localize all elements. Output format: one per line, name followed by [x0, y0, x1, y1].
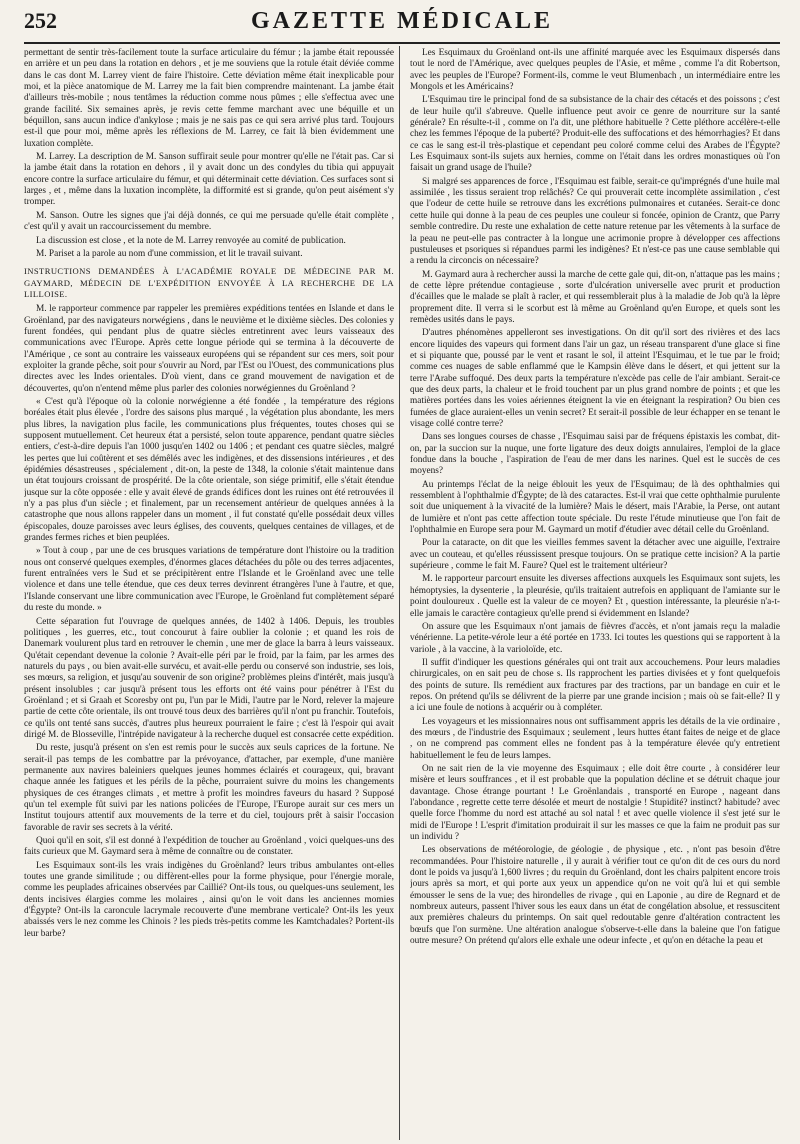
page-header — [24, 8, 780, 42]
paragraph: L'Esquimau tire le principal fond de sa subsistance de la chair des cétacés et des poissons ; c'est de leur huile qu'il s'abreuve. Quelle influence peut avoir ce genre de nourriture sur la santé générale? En résulte-t-il , comme on l'a dit, une pléthore habituelle ? Cette pléthore accélère-t-elle chez les femmes l'époque de la puberté? Produit-elle des suffocations et des hémorrhagies? Et dans ce cas le sang est-il très-plastique et cependant peu coloré comme celui des Arabes de l'Égypte? Les Esquimaux sont-ils sujets aux hernies, comme on l'était dans les ordres monastiques où l'on faisait un grand usage de l'huile? — [410, 95, 780, 174]
paragraph: La discussion est close , et la note de M. Larrey renvoyée au comité de publication. — [36, 235, 346, 246]
paragraph: M. Larrey. La description de M. Sanson suffirait seule pour montrer qu'elle ne l'était pas. Car si la jambe était dans la rotation en dehors , il y avait donc un des condyles du tibia qui appuyait encore contre la surface articulaire du fémur, et qui déterminait cette déviation. Ces surfaces sont si larges , et , même dans la luxation incomplète, la difformité est si grande, qu'on peut aisément s'y tromper. — [24, 152, 394, 208]
paragraph: Les Esquimaux du Groënland ont-ils une affinité marquée avec les Esquimaux dispersés dans tout le nord de l'Amérique, avec quelques peuples de l'Asie, et même , comme l'a dit Robertson, avec les peuples de l'Europe? Forment-ils, comme le veut Blumenbach , un intermédiaire entre les Mongols et les Américains? — [410, 48, 780, 93]
paragraph: On assure que les Esquimaux n'ont jamais de fièvres d'accès, et n'ont jamais reçu la maladie vénérienne. La petite-vérole leur a été portée en 1733. Ici toutes les questions qui se rapportent à la variole , à la vaccine, à la varioloïde, etc. — [410, 621, 780, 655]
paragraph: Dans ses longues courses de chasse , l'Esquimau saisi par de fréquens épistaxis les combat, dit-on, par la succion sur la nuque, une forte ligature des deux doigts annulaires, l'emploi de la glace fondue dans la bouche , l'aspiration de l'eau de mer dans les narines. Quel est le succès de ces moyens? — [410, 432, 780, 477]
left-column — [24, 48, 394, 1138]
paragraph: Si malgré ses apparences de force , l'Esquimau est faible, serait-ce qu'imprégnés d'une huile mal assimilée , les tissus seraient trop relâchés? Ce qui prouverait cette incomplète assimilation , c'est que l'odeur de cette huile se retrouve dans les excrétions pulmonaires et cutanées. Serait-ce donc cette huile qui donne à la peau de ces peuples une couleur si foncée, opinion de Crantz, que Parry semble contredire. Du reste une exhalation de cette nature retenue par les vêtements à la surface de la peau ne peut-elle pas contracter à la longue une acrimonie propre à développer ces affections pustuleuses et psoriques si répandues parmi les indigènes? Et n'est-ce pas une cause semblable qui a rendu la circoncis on nécessaire? — [410, 176, 780, 267]
page-number: 252 — [24, 8, 57, 33]
quoted-paragraph: « C'est qu'à l'époque où la colonie norwégienne a été fondée , la température des régions boréales était plus élevée , l'ordre des saisons plus marqué , la végétation plus abondante, les mers plus libres, la navigation plus facile, les communications plus fréquentes, toutes choses qui se supposent mutuellement. Cet heureux état a persisté, selon toute apparence, pendant quatre siècles entiers, c'est-à-dire depuis l'an 1000 jusqu'en 1402 ou 1406 ; et pendant ces quatre siècles, malgré les pertes que lui coûtèrent et ses démêlés avec les indigènes, et des dissensions intérieures , et des épidémies désastreuses , spécialement , dit-on, la peste de 1348, la colonie s'était maintenue dans un état toujours croissant de prospérité. De la côte orientale, son siége primitif, elle s'était étendue jusque sur la côte opposée : elle y avait élevé de grands édifices dont les ruines ont été retrouvées il n'y a pas plus d'un siècle ; et finalement, par un recensement antérieur de quelques années à la catastrophe que nous allons rappeler dans un moment , il fut constaté qu'elle possédait deux villes épiscopales, douze paroisses avec leurs églises, des couvents, quelques centaines de villages, et de grandes fermes riches et bien peuplées. — [24, 396, 394, 544]
paragraph: M. le rapporteur parcourt ensuite les diverses affections auxquels les Esquimaux sont sujets, les hémoptysies, la dysenterie , la pleurésie, qu'ils traitaient autrefois en appliquant de l'amiante sur le point douloureux . Quelle est la valeur de ce moyen? Et , question intéressante, la pleurésie n'a-t-elle jamais le caractère contagieux qu'elle prend si évidemment en Islande? — [410, 574, 780, 619]
paragraph: M. Gaymard aura à rechercher aussi la marche de cette gale qui, dit-on, n'attaque pas les mains ; de cette lèpre prétendue contagieuse , sorte d'ulcération universelle avec prurit et production d'écailles que le malade se plaît à racler, et qui ressemblerait plus à la maladie de Job qu'à la lèpre proprement dite. Il verra si le scorbut est là même au Groënland qu'en Europe, et quels sont les remèdes usités dans le pays. — [410, 269, 780, 325]
journal-title: GAZETTE MÉDICALE — [250, 8, 554, 34]
paragraph: Quoi qu'il en soit, s'il est donné à l'expédition de toucher au Groënland , voici quelques-uns des faits curieux que M. Gaymard sera à même de connaître ou de constater. — [24, 836, 394, 858]
quoted-paragraph: » Tout à coup , par une de ces brusques variations de température dont l'histoire ou la tradition nous ont conservé quelques exemples, d'énormes glaces détachées du pôle ou des terres adjacentes, furent entraînées vers le Sud et se précipitèrent entre l'Islande et le Groënland avec une telle violence et dans une telle étendue, que ces deux terres devinrent étrangères l'une à l'autre, et que, l'Islande conservant une libre communication avec l'Europe, le Groënland fut complètement séparé du reste du monde. » — [24, 546, 394, 614]
paragraph: Les observations de météorologie, de géologie , de physique , etc. , n'ont pas besoin d'être recommandées. Pour l'histoire naturelle , il y aurait à vérifier tout ce qu'on dit de ces ours du nord dont le poids va jusqu'à 1,600 livres ; du requin du Groënland, dont les chairs palpitent encore trois jours après sa mort, et qui porte aux yeux un appendice qu'on ne voit qu'à lui et qui semble émousser le sens de la vue; des hirondelles de rivage , qui en Laponie , au dire de Regnard et de nombreux auteurs, passent l'hiver sous les eaux dans un état de congélation absolue, et ressuscitent aux premières chaleurs du printemps. On sait quel redoutable genre d'altération contractent les bœufs que l'on surmène. Une altération analogue s'observe-t-elle dans la baleine que l'on fatigue outre mesure? On prétend qu'alors elle exhale une odeur infecte , et qu'on en détache la peau et — [410, 845, 780, 947]
paragraph: Cette séparation fut l'ouvrage de quelques années, de 1402 à 1406. Depuis, les troubles politiques , les guerres, etc., tout concourut à faire oublier la colonie ; et quand les rois de Danemark voulurent plus tard en retrouver le chemin , une mer de glace la barra à leurs vaisseaux. Qu'était cependant devenue la colonie ? Avait-elle péri par le froid, par la faim, par les armes des naturels du pays , ou bien avait-elle survécu, et avait-elle perdu ou conservé son industrie, ses lois, ses mœurs, sa religion, et jusqu'au souvenir de son origine? problèmes pleins d'intérêt, mais jusqu'à présent insolubles ; car jusqu'à présent tous les efforts ont été vains pour pénétrer à l'Est du Groënland ; et si Graah et Scoresby ont pu, l'un par le Midi, l'autre par le Nord, relever la majeure partie de cette côte orientale, ils ont trouvé tous deux des barrières qu'il n'ont pu franchir. Toutefois, ce qu'ils ont tenté sans succès, d'autres plus heureux pourraient le faire ; c'est là l'espoir qui avait dirigé M. de Blosseville, l'intrépide navigateur à la recherche duquel est consacrée cette expédition. — [24, 616, 394, 740]
paragraph: M. Pariset a la parole au nom d'une commission, et lit le travail suivant. — [36, 248, 303, 259]
paragraph: Au printemps l'éclat de la neige éblouit les yeux de l'Esquimau; de là des ophthalmies qui ressemblent à l'ophthalmie d'Égypte; de là des cataractes. Est-il vrai que cette ophthalmie purulente soit due uniquement à la vivacité de la lumière? Mais le désert, mais l'Arabie, la Perse, ont autant de lumière et n'ont pas cette affection toute spéciale. Du reste l'étude minutieuse que l'on fait de l'ophthalmie en Europe sera pour M. Gaymard un motif d'étudier avec détail celle du Groënland. — [410, 479, 780, 536]
paragraph: M. le rapporteur commence par rappeler les premières expéditions tentées en Islande et dans le Groënland, par des navigateurs norwégiens , dans le neuvième et le dixième siècles. Des colonies y furent fondées, qui pendant plus de quatre siècles entretinrent avec leurs vaisseaux des communications avec l'Europe. Après cette longue période qui se termina à la découverte de l'Amérique , ce sont au contraire les vaisseaux européens qui se répandent sur ces mers, soit pour exploiter la grande pêche, soit pour s'ouvrir au Nord, par l'Est ou l'Ouest, des communications plus directes avec les Indes orientales. D'où vient, dans ce grand mouvement de navigation et de découvertes, qu'on n'entend même plus parler des colonies norwégiennes du Groënland ? — [24, 304, 394, 394]
paragraph: Les voyageurs et les missionnaires nous ont suffisamment appris les détails de la vie ordinaire , des mœurs , de l'industrie des Esquimaux ; seulement , leurs huttes étant faites de neige et de glace , on ne comprend pas comment elles ne fondent pas à la température élevée qu'y entretient habituellement le feu de leurs lampes. — [410, 716, 780, 761]
paragraph: Les Esquimaux sont-ils les vrais indigènes du Groënland? leurs tribus ambulantes ont-elles toutes une grande similitude ; ou diffèrent-elles pour la forme physique, pour l'énergie morale, comme les peuplades africaines observées par Caillié? Ont-ils tous, ou quelques-uns seulement, les dents incisives élargies comme les molaires , ainsi qu'on le voit dans les anciennes momies d'Égypte? Ont-ils la caroncule lacrymale recouverte d'une membrane verticale? Ont-ils les yeux abaissés vers le nez comme les Chinois ? les pieds très-petits comme les Kamtchadales? Portent-ils leur barbe? — [24, 860, 394, 939]
paragraph: Il suffit d'indiquer les questions générales qui ont trait aux accouchemens. Pour leurs maladies chirurgicales, on en sait peu de chose s. Ils rapprochent les parties divisées et y font quelquefois des points de suture. Ils remédient aux fractures par des tractions, par un bandage en cuir et le repos. On prétend qu'ils se délivrent de la pierre par une grande incision ; mais où se fait-elle? Il y a ici une foule de notions à acquérir ou à compléter. — [410, 657, 780, 714]
paragraph: M. Sanson. Outre les signes que j'ai déjà donnés, ce qui me persuade qu'elle était complète , c'est qu'il y avait un raccourcissement du membre. — [24, 210, 394, 233]
paragraph: permettant de sentir très-facilement toute la surface articulaire du fémur ; la jambe était repoussée en arrière et un peu dans la rotation en dehors , et je me souviens que la rotule était déviée comme dans le cas dont M. Larrey vient de faire l'histoire. Cette déviation même était inexplicable pour moi, et la pièce anatomique de M. Larrey me la fait bien comprendre maintenant. La jambe était d'ailleurs très-mobile ; nous tentâmes la réduction comme nous pûmes ; elle s'effectua avec une grande facilité. Six semaines après, je revis cette femme marchant avec une béquille et un béquillon, sans aucun indice d'ankylose ; mais je ne sais pas ce qui sera arrivé plus tard. Toujours est-il que pour moi, même après les réflexions de M. Larrey, ce fait là bien évidemment une luxation complète. — [24, 48, 394, 149]
header-rule — [24, 42, 780, 44]
section-heading: INSTRUCTIONS DEMANDÉES À L'ACADÉMIE ROYALE DE MÉDECINE PAR M. GAYMARD, MÉDECIN DE L'EXPÉDITION ENVOYÉE À LA RECHERCHE DE LA LILLOISE. — [24, 266, 394, 299]
paragraph: On ne sait rien de la vie moyenne des Esquimaux ; elle doit être courte , à considérer leur misère et leurs souffrances , et il est probable que la population décline et se détruit chaque jour davantage. Chose étrange pourtant ! Le Groënlandais , transporté en Europe , nageant dans l'abondance , regrette cette terre désolée et meurt de nostalgie ! Stupidité? instinct? habitude? avec quelle force l'homme du nord est attaché au sol natal ! et avec quelle violence il s'est jeté sur le midi de l'Europe ! L'esprit d'imitation produirait il sur les masses ce que la faim ne produit pas sur un individu ? — [410, 763, 780, 843]
right-column — [410, 48, 780, 1138]
paragraph: Pour la cataracte, on dit que les vieilles femmes savent la détacher avec une aiguille, l'extraire avec un couteau, et qu'elles réussissent presque toujours. On se pratique cette incision? A la partie supérieure , comme le fait M. Faure? Quel est le traitement ultérieur? — [410, 538, 780, 572]
paragraph: Du reste, jusqu'à présent on s'en est remis pour le succès aux seuls caprices de la fortune. Ne serait-il pas temps de les combattre par la prévoyance, d'attacher, par exemple, d'une manière permanente aux navires baleiniers quelques jeunes hommes éclairés et courageux, qui, bravant chaque année les fatigues et les périls de la pêche, pourraient suivre du moins les changements physiques de ces étranges climats , et mettre à profit les moindres faveurs du hasard ? Supposé qu'un tel exemple fût suivi par les nations policées de l'Europe, l'Europe aurait sur ces mers un Institut toujours attentif aux mouvements de la terre et du ciel, toujours prêt à saisir l'occasion favorable de ravir ses secrets à la vérité. — [24, 743, 394, 833]
column-divider — [399, 46, 400, 1140]
paragraph: D'autres phénomènes appelleront ses investigations. On dit qu'il sort des rivières et des lacs encore liquides des vapeurs qui forment dans l'air un gaz, un réseau transparent d'une glace si fine et si piquante que, poussé par le vent et rasant le sol, il atteint l'Esquimau, et le tue par le froid; comme ces nuages de sable enflammé que le Kampsin élève dans le désert, et qui jettent sur la terre l'Arabe suffoqué. Des deux parts la température n'excède pas celle de l'air ambiant. Serait-ce que des deux parts, la chaleur et le froid touchent par un plus grand nombre de points ; et que les matières portées dans les voies aériennes éteignent la vie en éteignant la respiration? Ou bien ces fumées de glace auraient-elles un venin secret? Et serait-il possible de leur échapper en se tenant le visage collé contre terre? — [410, 328, 780, 429]
